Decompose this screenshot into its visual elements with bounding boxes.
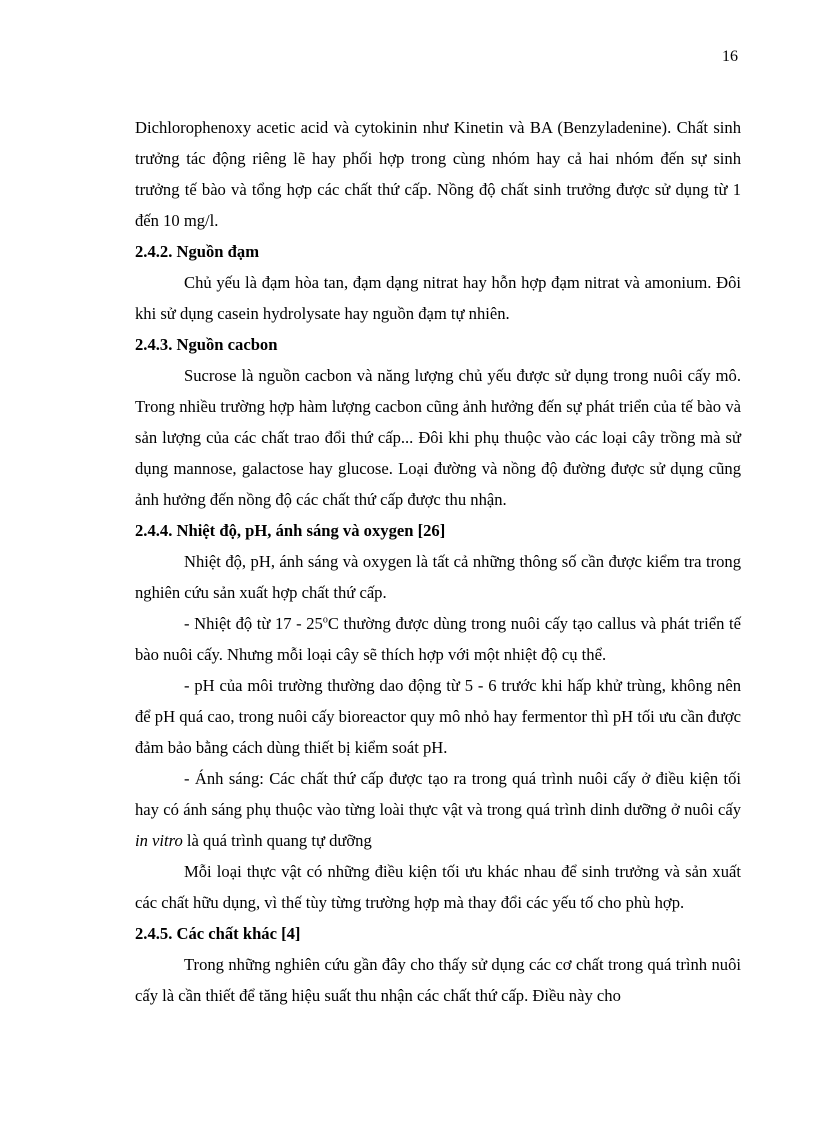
- paragraph-temperature: [135, 608, 741, 670]
- heading-2-4-3: 2.4.3. Nguồn cacbon: [135, 335, 278, 354]
- paragraph-light: [135, 763, 741, 856]
- document-body: [135, 112, 741, 1011]
- heading-2-4-5: 2.4.5. Các chất khác [4]: [135, 924, 301, 943]
- paragraph-conditions-intro: Nhiệt độ, pH, ánh sáng và oxygen là tất cả những thông số cần được kiểm tra trong nghiên cứu sản xuất hợp chất thứ cấp.: [135, 552, 741, 602]
- paragraph-ph: - pH của môi trường thường dao động từ 5 - 6 trước khi hấp khử trùng, không nên để pH quá cao, trong nuôi cấy bioreactor quy mô nhỏ hay fermentor thì pH tối ưu cần được đảm bảo bằng cách dùng thiết bị kiểm soát pH.: [135, 676, 741, 757]
- in-vitro-term: in vitro: [135, 831, 183, 850]
- paragraph-carbon-source: Sucrose là nguồn cacbon và năng lượng chủ yếu được sử dụng trong nuôi cấy mô. Trong nhiều trường hợp hàm lượng cacbon cũng ảnh hưởng đến sự phát triển của tế bào và sản lượng của các chất trao đổi thứ cấp... Đôi khi phụ thuộc vào các loại cây trồng mà sử dụng mannose, galactose hay glucose. Loại đường và nồng độ đường được sử dụng cũng ảnh hưởng đến nồng độ các chất thứ cấp được thu nhận.: [135, 366, 741, 509]
- light-text-cont: là quá trình quang tự dưỡng: [182, 831, 372, 850]
- paragraph-other-substances: Trong những nghiên cứu gần đây cho thấy sử dụng các cơ chất trong quá trình nuôi cấy là cần thiết để tăng hiệu suất thu nhận các chất thứ cấp. Điều này cho: [135, 955, 741, 1005]
- heading-2-4-4: 2.4.4. Nhiệt độ, pH, ánh sáng và oxygen [26]: [135, 521, 446, 540]
- temperature-text-cont: C thường được dùng trong nuôi cấy tạo callus và phát triển tế bào nuôi cấy. Nhưng mỗi loại cây sẽ thích hợp với một nhiệt độ cụ thể.: [135, 614, 741, 664]
- paragraph-nitrogen-source: Chủ yếu là đạm hòa tan, đạm dạng nitrat hay hỗn hợp đạm nitrat và amonium. Đôi khi sử dụng casein hydrolysate hay nguồn đạm tự nhiên.: [135, 273, 741, 323]
- heading-2-4-2: 2.4.2. Nguồn đạm: [135, 242, 260, 261]
- light-text: - Ánh sáng: Các chất thứ cấp được tạo ra trong quá trình nuôi cấy ở điều kiện tối hay có ánh sáng phụ thuộc vào từng loài thực vật và trong quá trình dinh dưỡng ở nuôi cấy: [135, 769, 741, 819]
- page-number: 16: [722, 48, 738, 65]
- paragraph-intro: Dichlorophenoxy acetic acid và cytokinin như Kinetin và BA (Benzyladenine). Chất sinh trưởng tác động riêng lẽ hay phối hợp trong cùng nhóm hay cả hai nhóm đến sự sinh trưởng tế bào và tổng hợp các chất thứ cấp. Nồng độ chất sinh trưởng được sử dụng từ 1 đến 10 mg/l.: [135, 118, 741, 230]
- degree-superscript: o: [322, 614, 328, 626]
- temperature-text: - Nhiệt độ từ 17 - 25: [184, 614, 323, 633]
- paragraph-optimal-conditions: Mỗi loại thực vật có những điều kiện tối ưu khác nhau để sinh trưởng và sản xuất các chất hữu dụng, vì thế tùy từng trường hợp mà thay đổi các yếu tố cho phù hợp.: [135, 862, 741, 912]
